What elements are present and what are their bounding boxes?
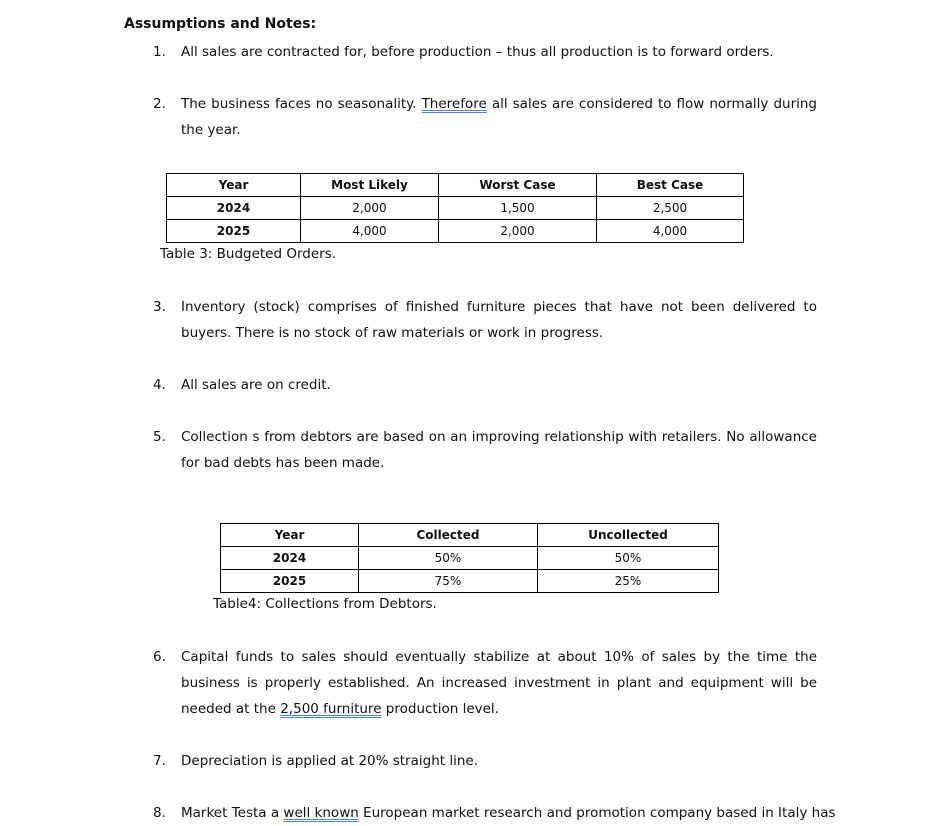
column-header-best-case: Best Case (597, 174, 744, 197)
note-number: 8. (153, 805, 166, 821)
table-cell: 2024 (221, 547, 359, 570)
column-header-year: Year (221, 524, 359, 547)
table-row (221, 570, 719, 593)
note-number: 4. (153, 377, 166, 393)
note-text: Collection s from debtors are based on an improving relationship with retailers. No allowance for bad debts has been made. (181, 429, 817, 471)
note-item-2 (150, 91, 817, 143)
note-number: 2. (153, 96, 166, 112)
table-cell: 25% (538, 570, 719, 593)
note-number: 3. (153, 299, 166, 315)
note-text: Inventory (stock) comprises of finished furniture pieces that have not been delivered to buyers. There is no stock of raw materials or work in progress. (181, 299, 817, 341)
table-caption: Table4: Collections from Debtors. (213, 596, 437, 612)
note-item-1 (150, 39, 817, 65)
table-cell: 50% (359, 547, 538, 570)
note-number: 1. (153, 44, 166, 60)
table-cell: 4,000 (301, 220, 439, 243)
budgeted-orders-table (166, 173, 744, 243)
table-cell: 2024 (167, 197, 301, 220)
note-text: All sales are contracted for, before production – thus all production is to forward orders. (181, 44, 774, 60)
note-text-part: European market research and promotion company based in Italy has (358, 805, 836, 821)
table-row (221, 547, 719, 570)
note-number: 6. (153, 649, 166, 665)
table-header-row (221, 524, 719, 547)
column-header-worst-case: Worst Case (439, 174, 597, 197)
table-cell: 75% (359, 570, 538, 593)
grammar-marked-word: well known (283, 805, 359, 821)
note-number: 7. (153, 753, 166, 769)
column-header-uncollected: Uncollected (538, 524, 719, 547)
note-text (181, 91, 817, 143)
note-number: 5. (153, 429, 166, 445)
grammar-marked-word: Therefore (421, 96, 487, 112)
note-text-part: Capital funds to sales should eventually stabilize at about 10% of sales by the time the business is properly established. An increased investment in plant and equipment will be needed at the (181, 649, 817, 717)
table-cell: 1,500 (439, 197, 597, 220)
note-text (181, 644, 817, 722)
table-row (167, 220, 744, 243)
note-text-part: all sales are considered to flow normally during the year. (181, 96, 817, 138)
table-cell: 50% (538, 547, 719, 570)
column-header-most-likely: Most Likely (301, 174, 439, 197)
note-item-4 (150, 372, 817, 398)
table-cell: 2,000 (439, 220, 597, 243)
note-item-6 (150, 644, 817, 722)
section-heading: Assumptions and Notes: (124, 16, 317, 32)
column-header-year: Year (167, 174, 301, 197)
note-text: Depreciation is applied at 20% straight line. (181, 753, 478, 769)
table-cell: 2,500 (597, 197, 744, 220)
note-text-part: production level. (381, 701, 499, 717)
note-text (181, 800, 836, 826)
table-row (167, 197, 744, 220)
note-item-3 (150, 294, 817, 346)
table-header-row (167, 174, 744, 197)
note-item-8 (150, 800, 836, 826)
table-cell: 2025 (221, 570, 359, 593)
collections-table (220, 523, 719, 593)
note-text-part: The business faces no seasonality. (181, 96, 422, 112)
table-cell: 4,000 (597, 220, 744, 243)
grammar-marked-word: 2,500 furniture (280, 701, 382, 717)
column-header-collected: Collected (359, 524, 538, 547)
table-caption: Table 3: Budgeted Orders. (160, 246, 337, 262)
table-cell: 2,000 (301, 197, 439, 220)
note-item-7 (150, 748, 817, 774)
note-text-part: Market Testa a (181, 805, 284, 821)
note-text: All sales are on credit. (181, 377, 331, 393)
note-item-5 (150, 424, 817, 476)
table-cell: 2025 (167, 220, 301, 243)
